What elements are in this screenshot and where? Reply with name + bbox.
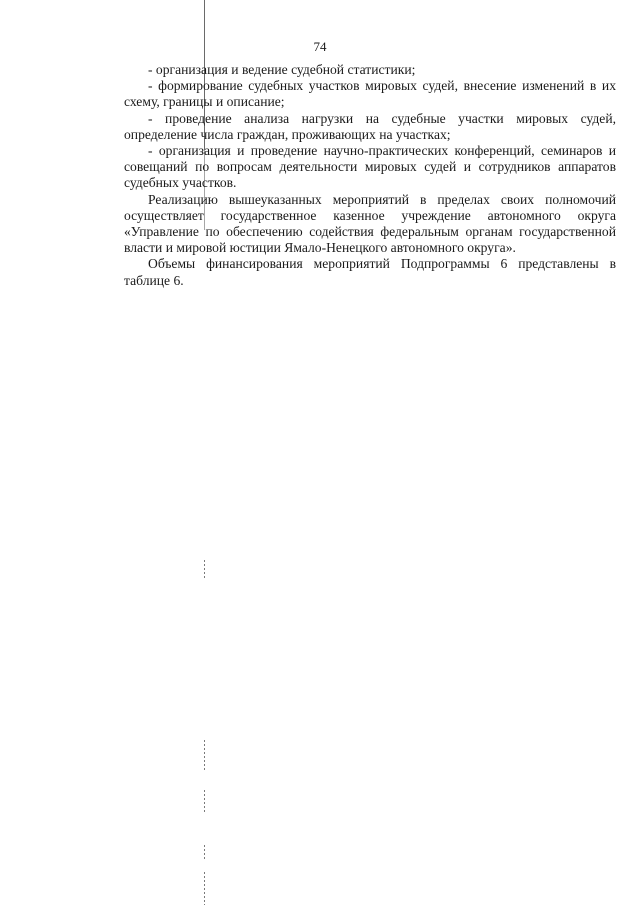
scan-crease-dots bbox=[204, 872, 205, 905]
list-item-conferences: - организация и проведение научно-практических конференций, семинаров и совещаний по вопросам деятельности мировых судей и сотрудников аппаратов судебных участков. bbox=[124, 143, 616, 191]
scan-crease-dots bbox=[204, 740, 205, 770]
list-item-court-districts: - формирование судебных участков мировых судей, внесение изменений в их схему, границы и описание; bbox=[124, 78, 616, 110]
list-item-statistics: - организация и ведение судебной статистики; bbox=[148, 62, 416, 77]
scan-crease-dots bbox=[204, 790, 205, 812]
scan-crease-dots bbox=[204, 845, 205, 859]
list-item-workload-analysis: - проведение анализа нагрузки на судебные участки мировых судей, определение числа граждан, проживающих на участках; bbox=[124, 110, 616, 142]
paragraph-funding: Объемы финансирования мероприятий Подпрограммы 6 представлены в таблице 6. bbox=[124, 256, 616, 288]
paragraph-implementation: Реализацию вышеуказанных мероприятий в пределах своих полномочий осуществляет государственное казенное учреждение автономного округа «Управление по обеспечению содействия федеральным органам государственной власти и мировой юстиции Ямало-Ненецкого автономного округа». bbox=[124, 191, 616, 256]
body-text bbox=[124, 62, 616, 289]
scan-crease-dots bbox=[204, 560, 205, 580]
page-number: 74 bbox=[313, 39, 327, 54]
